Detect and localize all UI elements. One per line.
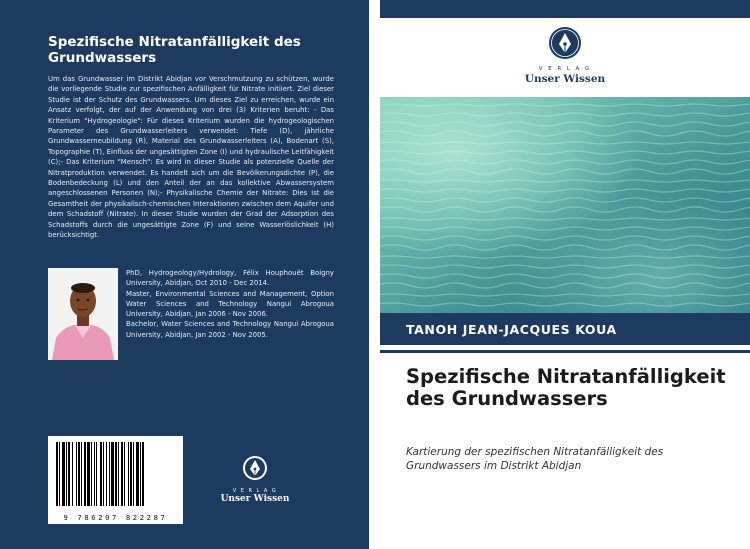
pen-nib-logo-icon: [548, 26, 582, 60]
spine: [369, 0, 380, 549]
front-cover-subtitle: Kartierung der spezifischen Nitratanfälligkeit des Grundwassers im Distrikt Abidjan: [406, 446, 664, 472]
back-cover-abstract: Um das Grundwasser im Distrikt Abidjan vor Verschmutzung zu schützen, wurde die vorliegende Studie zur spezifischen Anfälligkeit für Nitrate initiiert. Ziel dieser Studie ist der Schutz des Grundwassers. Um dieses Ziel zu erreichen, wurde ein Ansatz verfolgt, der auf der Anwendung von drei (3) Kriterien beruht: - Das Kriterium "Hydrogeologie": Für dieses Kriterium wurden die hydrogeologischen Parameter des Grundwasserleiters verwendet: Tiefe (D), jährliche Grundwasserneubildung (R), Material des Grundwasserleiters (A), Bodenart (S), Topographie (T), Einfluss der ungesättigten Zone (I) und hydraulische Leitfähigkeit (C);- Das Kriterium "Mensch": Es wird in dieser Studie als potenzielle Quelle der Nitratproduktion verwendet. Es handelt sich um die Bevölkerungsdichte (P), die Bodenbedeckung (L) und den Anteil der an das kollektive Abwassersystem angeschlossenen Personen (N);- Physikalische Chemie der Nitrate: Dies ist die Gesamtheit der physikalisch-chemischen Interaktionen zwischen dem Aquifer und dem Schadstoff (Nitrate). In dieser Studie wurden der Grad der Adsorption des Schadstoffs durch die ungesättigte Zone (F) und seine Wasserlöslichkeit (H) berücksichtigt.: [48, 75, 334, 240]
cover-water-image: [380, 97, 750, 313]
bio-line: PhD, Hydrogeology/Hydrology, Félix Houphouët Boigny University, Abidjan, Oct 2010 - Dec 2014.: [126, 269, 334, 288]
author-band: [380, 313, 750, 345]
author-portrait-icon: [48, 268, 118, 360]
isbn-digits: 9 786207 822287: [63, 513, 168, 522]
logo-verlag-text: V E R L A G: [538, 66, 592, 72]
back-publisher-logo: [215, 455, 295, 504]
author-name: TANOH JEAN-JACQUES KOUA: [406, 322, 617, 337]
logo-brand-text: Unser Wissen: [220, 494, 290, 504]
front-cover-title: Spezifische Nitratanfälligkeit des Grundwassers: [406, 365, 726, 410]
bio-line: Bachelor, Water Sciences and Technology Nangui Abrogoua University, Abidjan, Jan 2002 - Nov 2005.: [126, 320, 334, 339]
front-cover: [380, 0, 750, 549]
barcode: [48, 436, 183, 524]
author-bio: [126, 268, 334, 340]
pen-nib-logo-icon: [242, 455, 268, 481]
title-divider: [380, 350, 750, 353]
bio-line: Master, Environmental Sciences and Management, Option Water Sciences and Technology Nangui Abrogoua University, Abidjan, Jan 2006 - Nov 2006.: [126, 289, 334, 319]
front-publisher-logo: [510, 26, 620, 85]
front-top-bar: [380, 0, 750, 18]
back-cover: [0, 0, 369, 549]
logo-verlag-text: V E R L A G: [232, 488, 278, 494]
barcode-icon: [48, 436, 183, 510]
author-photo: [48, 268, 118, 360]
logo-brand-text: Unser Wissen: [524, 73, 606, 85]
water-surface-image: [380, 97, 750, 313]
back-cover-title: Spezifische Nitratanfälligkeit des Grundwassers: [48, 34, 301, 66]
